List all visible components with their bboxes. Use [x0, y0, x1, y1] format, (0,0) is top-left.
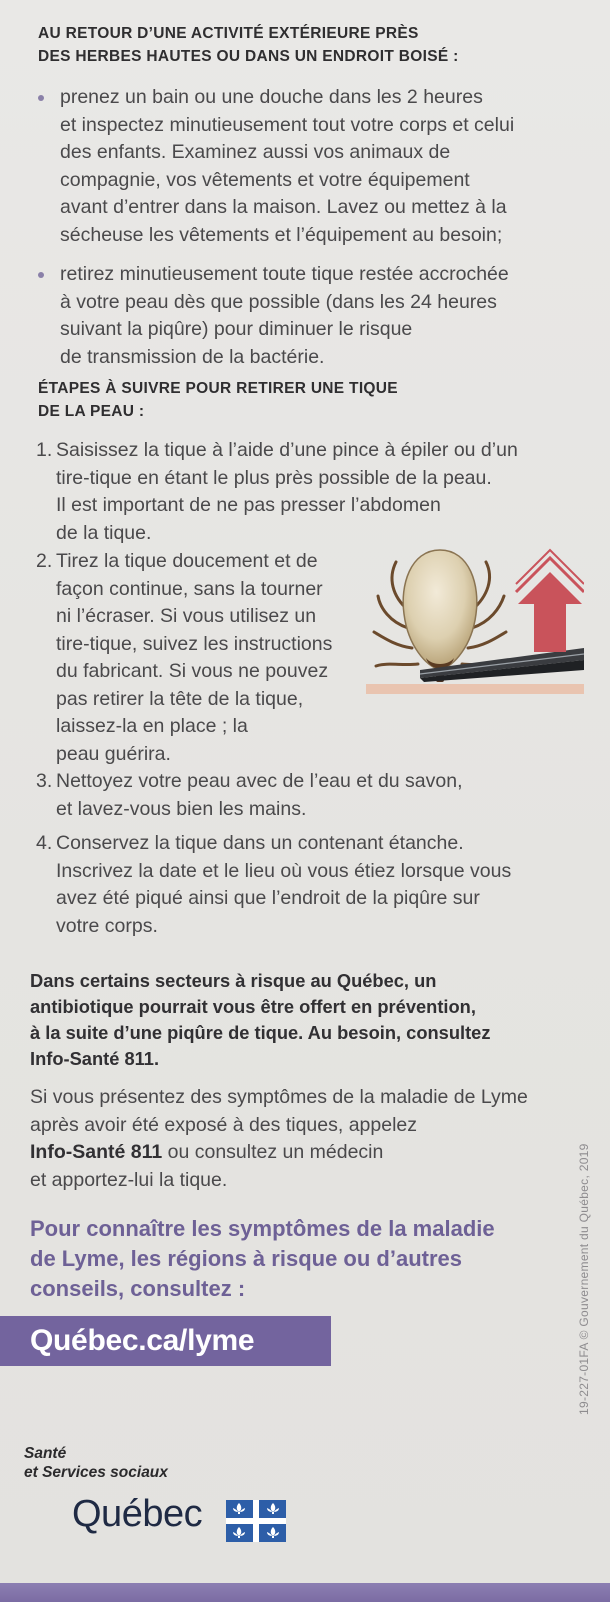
list-item: prenez un bain ou une douche dans les 2 heures et inspectez minutieusement tout votre corps et celui des enfants. Examinez aussi vos animaux de compagnie, vos vêtements et votre équipement avant d’entrer dans la maison. Lavez ou mettez à la sécheuse les vêtements et l’équipement au besoin; [38, 84, 568, 249]
step-2: 2. Tirez la tique doucement et de façon continue, sans la tourner ni l’écraser. Si vous utilisez un tire-tique, suivez les instructions du fabricant. Si vous ne pouvez pas retirer la tête de la tique, laissez-la en place ; la peau guérira. [36, 550, 333, 765]
pull-up-arrow-icon [516, 550, 584, 652]
heading-line: AU RETOUR D’UNE ACTIVITÉ EXTÉRIEURE PRÈS [38, 25, 419, 42]
publication-code: 19-227-01FA © Gouvernement du Québec, 2019 [577, 1143, 591, 1415]
more-info-paragraph: Pour connaître les symptômes de la maladie de Lyme, les régions à risque ou d’autres conseils, consultez : [30, 1216, 495, 1301]
quebec-flag-icon [226, 1500, 286, 1542]
heading-line: DE LA PEAU : [38, 403, 145, 420]
section-heading-return [38, 22, 558, 68]
quebec-wordmark: Québec [72, 1493, 203, 1535]
prevention-paragraph: Dans certains secteurs à risque au Québec, un antibiotique pourrait vous être offert en prévention, à la suite d’une piqûre de tique. Au besoin, consultez Info-Santé 811. [30, 970, 491, 1069]
tick-body-icon [403, 550, 477, 682]
tick-removal-illustration [366, 548, 584, 700]
bullet-icon [38, 272, 44, 278]
heading-line: DES HERBES HAUTES OU DANS UN ENDROIT BOISÉ : [38, 48, 459, 65]
info-sante-phone: Info-Santé 811 [30, 1141, 163, 1163]
heading-line: ÉTAPES À SUIVRE POUR RETIRER UNE TIQUE [38, 380, 398, 397]
step-4: 4. Conservez la tique dans un contenant étanche. Inscrivez la date et le lieu où vous étiez lorsque vous avez été piqué ainsi que l’endroit de la piqûre sur votre corps. [36, 832, 512, 937]
section-heading-steps [38, 377, 558, 423]
step-number: 3. [36, 770, 53, 792]
step-number: 1. [36, 439, 53, 461]
ministry-name: Santé et Services sociaux [24, 1445, 168, 1481]
list-item: retirez minutieusement toute tique restée accrochée à votre peau dès que possible (dans les 24 heures suivant la piqûre) pour diminuer le risque de transmission de la bactérie. [38, 261, 568, 371]
bullet-icon [38, 95, 44, 101]
symptoms-paragraph: Si vous présentez des symptômes de la maladie de Lyme après avoir été exposé à des tiques, appelez Info-Santé 811 ou consultez un médecin et apportez-lui la tique. [30, 1086, 528, 1191]
bottom-purple-band [0, 1583, 610, 1602]
step-number: 4. [36, 832, 53, 854]
quebec-lyme-link[interactable]: Québec.ca/lyme [30, 1324, 255, 1357]
return-checklist [38, 84, 568, 383]
step-1: 1. Saisissez la tique à l’aide d’une pince à épiler ou d’un tire-tique en étant le plus près possible de la peau. Il est important de ne pas presser l’abdomen de la tique. [36, 439, 518, 544]
step-number: 2. [36, 550, 53, 572]
skin-strip-icon [366, 684, 584, 694]
step-3: 3. Nettoyez votre peau avec de l’eau et du savon, et lavez-vous bien les mains. [36, 770, 463, 820]
